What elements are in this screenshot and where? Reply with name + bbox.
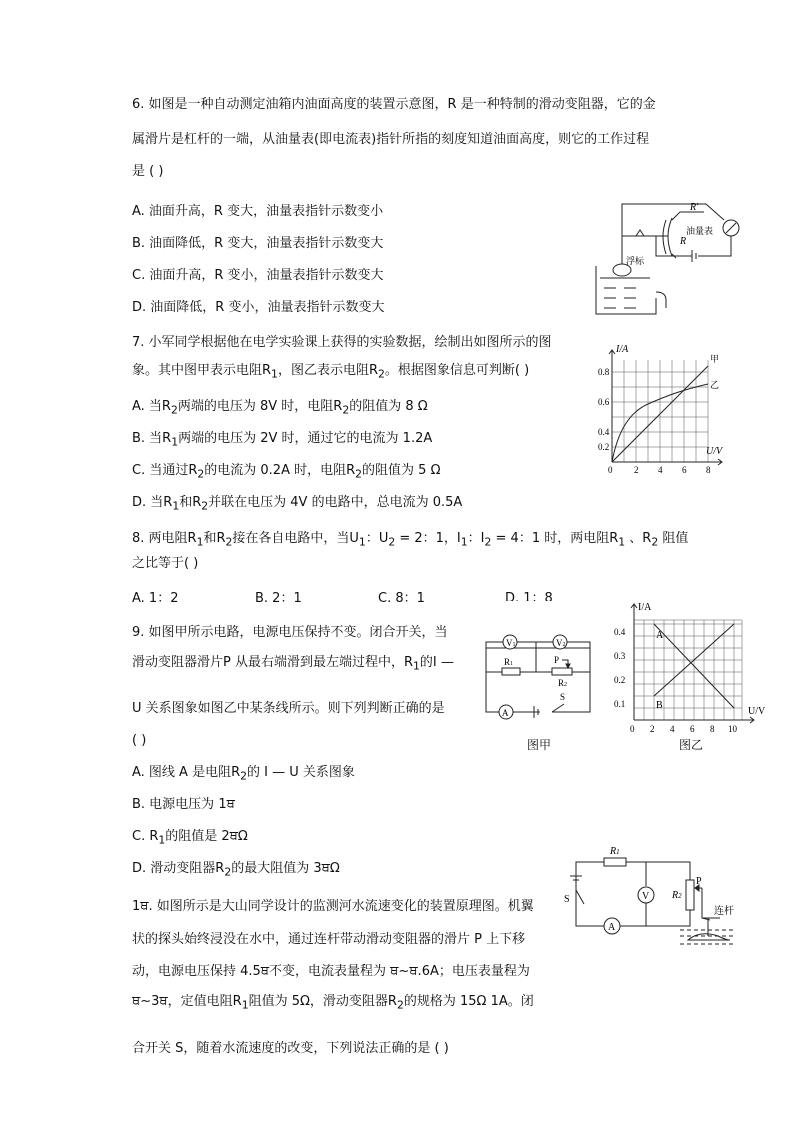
q8-stem-line2: 之比等于( ) [132, 556, 199, 571]
q9-ytick: 0.4 [614, 627, 626, 637]
q8-option-c: C. 8：1 [378, 591, 425, 606]
q9-stem-line1: 9. 如图甲所示电路，电源电压保持不变。闭合开关，当 [132, 625, 448, 640]
q7-iu-graph [590, 340, 740, 476]
q10-flow-monitor-figure [560, 840, 750, 948]
q6-option-d: D. 油面降低，R 变小，油量表指针示数变大 [132, 300, 385, 315]
q10-stem-line1: 1ਥ. 如图所示是大山同学设计的监测河水流速变化的装置原理图。机翼 [132, 899, 534, 914]
q10-fig-r2: R2 [672, 890, 682, 901]
q9-iu-graph-yi [604, 596, 772, 736]
q7-xtick: 2 [634, 465, 639, 475]
q9-xtick: 6 [690, 724, 695, 734]
q9-option-d: D. 滑动变阻器$R_2$的最大阻值为 3ਥΩ [132, 861, 340, 879]
q7-stem-line2: 象。其中图甲表示电阻$R_1$，图乙表示电阻$R_2$。根据图象信息可判断( ) [132, 363, 530, 381]
q9-xtick: 10 [728, 724, 737, 734]
q7-ytick: 0.8 [598, 367, 610, 377]
q6-fig-label-float: 浮标 [626, 256, 645, 266]
q7-xtick: 4 [658, 465, 663, 475]
q9-circuit-switch: S [560, 692, 566, 702]
q10-stem-line5: 合开关 S，随着水流速度的改变，下列说法正确的是 ( ) [132, 1041, 449, 1056]
q9-xtick: 4 [670, 724, 675, 734]
q7-label-jia: 甲 [710, 354, 720, 364]
q9-line-a-label: A [656, 630, 664, 641]
q7-graph-xlabel: U/V [706, 446, 723, 457]
q9-ytick: 0.2 [614, 675, 626, 685]
q9-circuit-p: P [554, 655, 560, 665]
q9-stem-line2: 滑动变阻器滑片P 从最右端滑到最左端过程中，$R_1$的I — [132, 655, 454, 673]
q6-stem-line3: 是 ( ) [132, 164, 164, 179]
q9-graph-xlabel: U/V [748, 706, 766, 717]
q7-option-d: D. 当$R_1$和$R_2$并联在电压为 4V 的电路中，总电流为 0.5A [132, 495, 463, 513]
q9-xtick: 8 [710, 724, 715, 734]
q9-option-b: B. 电源电压为 1ਥ [132, 797, 235, 812]
q9-circuit-r2: R2 [558, 678, 568, 688]
q6-fig-label-r: R [680, 236, 687, 247]
q7-stem-line1: 7. 小军同学根据他在电学实验课上获得的实验数据，绘制出如图所示的图 [132, 335, 552, 350]
q9-circuit-r1: R1 [504, 657, 514, 667]
q9-option-c: C. $R_1$的阻值是 2ਥΩ [132, 829, 248, 847]
q7-label-yi: 乙 [710, 380, 720, 390]
q9-ytick: 0.3 [614, 651, 626, 661]
q6-option-b: B. 油面降低，R 变大，油量表指针示数变大 [132, 236, 384, 251]
q6-oil-tank-figure [586, 196, 746, 320]
q7-ytick: 0.6 [598, 397, 610, 407]
q8-option-d: D. 1：8 [505, 591, 553, 601]
q6-option-a: A. 油面升高，R 变大，油量表指针示数变小 [132, 204, 384, 219]
q9-xtick: 2 [650, 724, 655, 734]
q9-stem-line4: ( ) [132, 733, 147, 748]
q9-stem-line3: U 关系图象如图乙中某条线所示。则下列判断正确的是 [132, 701, 445, 716]
q7-xtick: 6 [682, 465, 687, 475]
q9-line-b-label: B [656, 700, 663, 711]
q9-circuit-ammeter: A [502, 708, 509, 718]
q10-stem-line3: 动，电源电压保持 4.5ਥ不变，电流表量程为 ਥ~ਥ.6A；电压表量程为 [132, 964, 530, 979]
q8-option-d-clip [505, 589, 565, 601]
q7-ytick: 0.2 [598, 442, 610, 452]
q10-fig-link: 连杆 [714, 906, 734, 917]
q7-xtick: 0 [608, 465, 613, 475]
q10-fig-voltmeter: V [642, 891, 650, 902]
q7-option-b: B. 当$R_1$两端的电压为 2V 时，通过它的电流为 1.2A [132, 431, 433, 449]
q10-fig-ammeter: A [608, 922, 616, 933]
q7-option-a: A. 当$R_2$两端的电压为 8V 时，电阻$R_2$的阻值为 8 Ω [132, 399, 428, 417]
q8-option-a: A. 1：2 [132, 591, 179, 606]
q6-stem-line1: 6. 如图是一种自动测定油箱内油面高度的装置示意图，R 是一种特制的滑动变阻器，它的金 [132, 97, 656, 112]
q9-ytick: 0.1 [614, 699, 626, 709]
q9-xtick: 0 [630, 724, 635, 734]
q7-graph-ylabel: I/A [616, 344, 629, 355]
q8-stem-line1: 8. 两电阻$R_1$和$R_2$接在各自电路中，当$U_1$：$U_2 = 2$：1，$I_1$：$I_2 = 4$：1 时，两电阻$R_1$ 、$R_2$ 阻值 [132, 531, 689, 549]
q8-option-b: B. 2：1 [255, 591, 302, 606]
q6-fig-label-meter: 油量表 [686, 226, 714, 236]
q10-fig-switch: S [564, 894, 570, 905]
q6-option-c: C. 油面升高，R 变小，油量表指针示数变大 [132, 268, 384, 283]
q10-stem-line2: 状的探头始终浸没在水中，通过连杆带动滑动变阻器的滑片 P 上下移 [132, 932, 526, 947]
q10-fig-r1: R1 [610, 846, 620, 857]
q10-stem-line4: ਥ~3ਥ，定值电阻$R_1$阻值为 5Ω，滑动变阻器$R_2$的规格为 15Ω 1A。闭 [132, 994, 534, 1012]
q9-caption-jia: 图甲 [527, 738, 552, 752]
q7-ytick: 0.4 [598, 427, 610, 437]
q9-circuit-figure-jia [478, 628, 598, 752]
q7-xtick: 8 [706, 465, 711, 475]
q9-graph-ylabel: I/A [638, 602, 652, 613]
q6-stem-line2: 属滑片是杠杆的一端，从油量表(即电流表)指针所指的刻度知道油面高度，则它的工作过程 [132, 132, 650, 147]
q9-caption-yi: 图乙 [679, 738, 704, 752]
q9-circuit-v2: V2 [556, 638, 566, 648]
q9-option-a: A. 图线 A 是电阻$R_2$的 I — U 关系图象 [132, 765, 355, 783]
q10-fig-p: P [696, 876, 702, 887]
q9-circuit-v1: V1 [506, 638, 516, 648]
q7-option-c: C. 当通过$R_2$的电流为 0.2A 时，电阻$R_2$的阻值为 5 Ω [132, 463, 441, 481]
q6-fig-label-rprime: R′ [690, 202, 699, 213]
